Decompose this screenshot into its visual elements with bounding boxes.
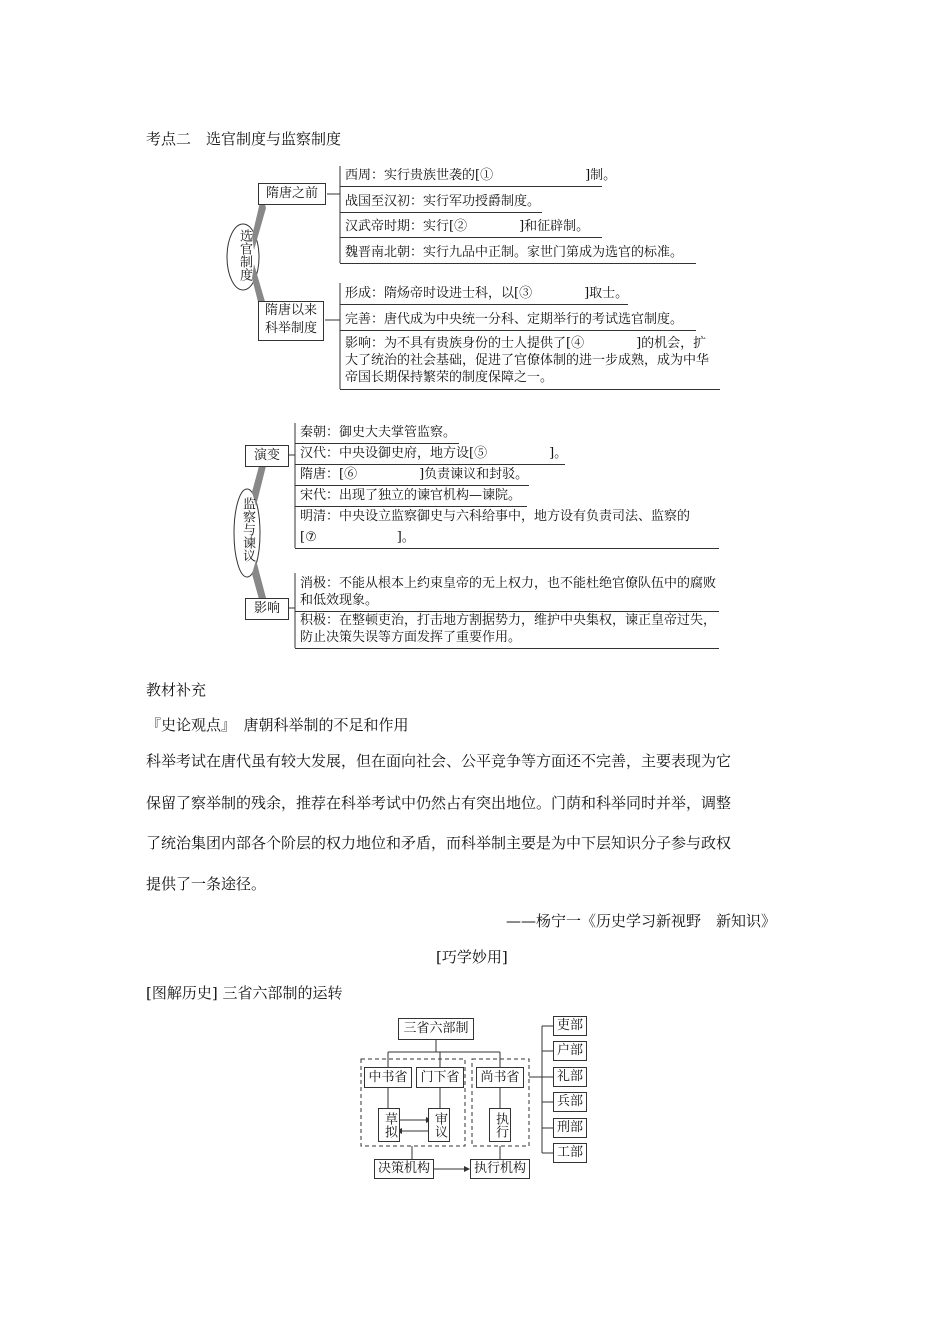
item-keju-formation: 形成：隋炀帝时设进士科，以[③ ]取士。	[345, 286, 629, 301]
branch-before-sui-tang: 隋唐之前	[258, 183, 326, 205]
item-keju-influence-line3: 帝国长期保持繁荣的制度保障之一。	[345, 370, 554, 385]
supplement-para-line1: 科举考试在唐代虽有较大发展，但在面向社会、公平竞争等方面还不完善，主要表现为它	[146, 752, 732, 770]
box-three-departments: 三省六部制	[398, 1018, 474, 1040]
branch-keju-line2: 科举制度	[264, 321, 317, 336]
supplement-source: ——杨宁一《历史学习新视野 新知识》	[506, 912, 777, 930]
box-zhongshu: 中书省	[364, 1067, 412, 1088]
item-negative-line2: 和低效现象。	[300, 593, 379, 608]
box-draft: 草拟	[378, 1108, 400, 1142]
box-menxia: 门下省	[416, 1067, 464, 1088]
box-ministry-justice: 刑部	[553, 1118, 587, 1138]
section-title: 考点二 选官制度与监察制度	[146, 130, 342, 148]
box-ministry-war: 兵部	[553, 1092, 587, 1112]
item-keju-perfection: 完善：唐代成为中央统一分科、定期举行的考试选官制度。	[345, 312, 684, 327]
box-review: 审议	[428, 1108, 450, 1142]
item-qin: 秦朝：御史大夫掌管监察。	[300, 425, 457, 440]
item-warring-states: 战国至汉初：实行军功授爵制度。	[345, 194, 541, 209]
item-han: 汉代：中央设御史府，地方设[⑤ ]。	[300, 446, 568, 461]
box-ministry-personnel: 吏部	[553, 1016, 587, 1036]
supplement-subheading: 『史论观点』 唐朝科举制的不足和作用	[146, 716, 409, 734]
box-execution-body: 执行机构	[470, 1159, 530, 1179]
item-song: 宋代：出现了独立的谏官机构—谏院。	[300, 488, 522, 503]
item-positive-line2: 防止决策失误等方面发挥了重要作用。	[300, 630, 522, 645]
supplement-para-line3: 了统治集团内部各个阶层的权力地位和矛盾，而科举制主要是为中下层知识分子参与政权	[146, 834, 732, 852]
item-ming-qing-line1: 明清：中央设立监察御史与六科给事中，地方设有负责司法、监察的	[300, 509, 691, 524]
box-shangshu: 尚书省	[476, 1067, 524, 1088]
supplement-para-line4: 提供了一条途径。	[146, 875, 267, 893]
box-ministry-revenue: 户部	[553, 1041, 587, 1061]
box-ministry-rites: 礼部	[553, 1067, 587, 1087]
box-execute: 执行	[489, 1108, 511, 1142]
item-han-wudi: 汉武帝时期：实行[② ]和征辟制。	[345, 219, 590, 234]
item-positive-line1: 积极：在整顿吏治，打击地方割据势力，维护中央集权，谏正皇帝过失，	[300, 613, 717, 628]
item-sui-tang: 隋唐：[⑥ ]负责谏议和封驳。	[300, 467, 529, 482]
branch-keju-line1: 隋唐以来	[264, 303, 317, 318]
box-decision-body: 决策机构	[374, 1159, 434, 1179]
tips-heading: [巧学妙用]	[436, 948, 508, 966]
item-ming-qing-line2: [⑦ ]。	[300, 530, 415, 545]
diagram1-root: 选官制度	[237, 229, 252, 281]
item-keju-influence-line1: 影响：为不具有贵族身份的士人提供了[④ ]的机会，扩	[345, 336, 707, 351]
branch-impact: 影响	[245, 598, 289, 620]
item-western-zhou: 西周：实行贵族世袭的[① ]制。	[345, 168, 617, 183]
item-negative-line1: 消极：不能从根本上约束皇帝的无上权力，也不能杜绝官僚队伍中的腐败	[300, 576, 717, 591]
tips-subheading: [图解历史] 三省六部制的运转	[146, 984, 343, 1002]
item-wei-jin: 魏晋南北朝：实行九品中正制。家世门第成为选官的标准。	[345, 245, 684, 260]
box-ministry-works: 工部	[553, 1143, 587, 1163]
diagram2-root: 监察与谏议	[240, 497, 255, 562]
branch-evolution: 演变	[245, 445, 289, 467]
supplement-para-line2: 保留了察举制的残余，推荐在科举考试中仍然占有突出地位。门荫和科举同时并举，调整	[146, 794, 732, 812]
supplement-heading: 教材补充	[146, 681, 207, 699]
item-keju-influence-line2: 大了统治的社会基础，促进了官僚体制的进一步成熟，成为中华	[345, 353, 710, 368]
